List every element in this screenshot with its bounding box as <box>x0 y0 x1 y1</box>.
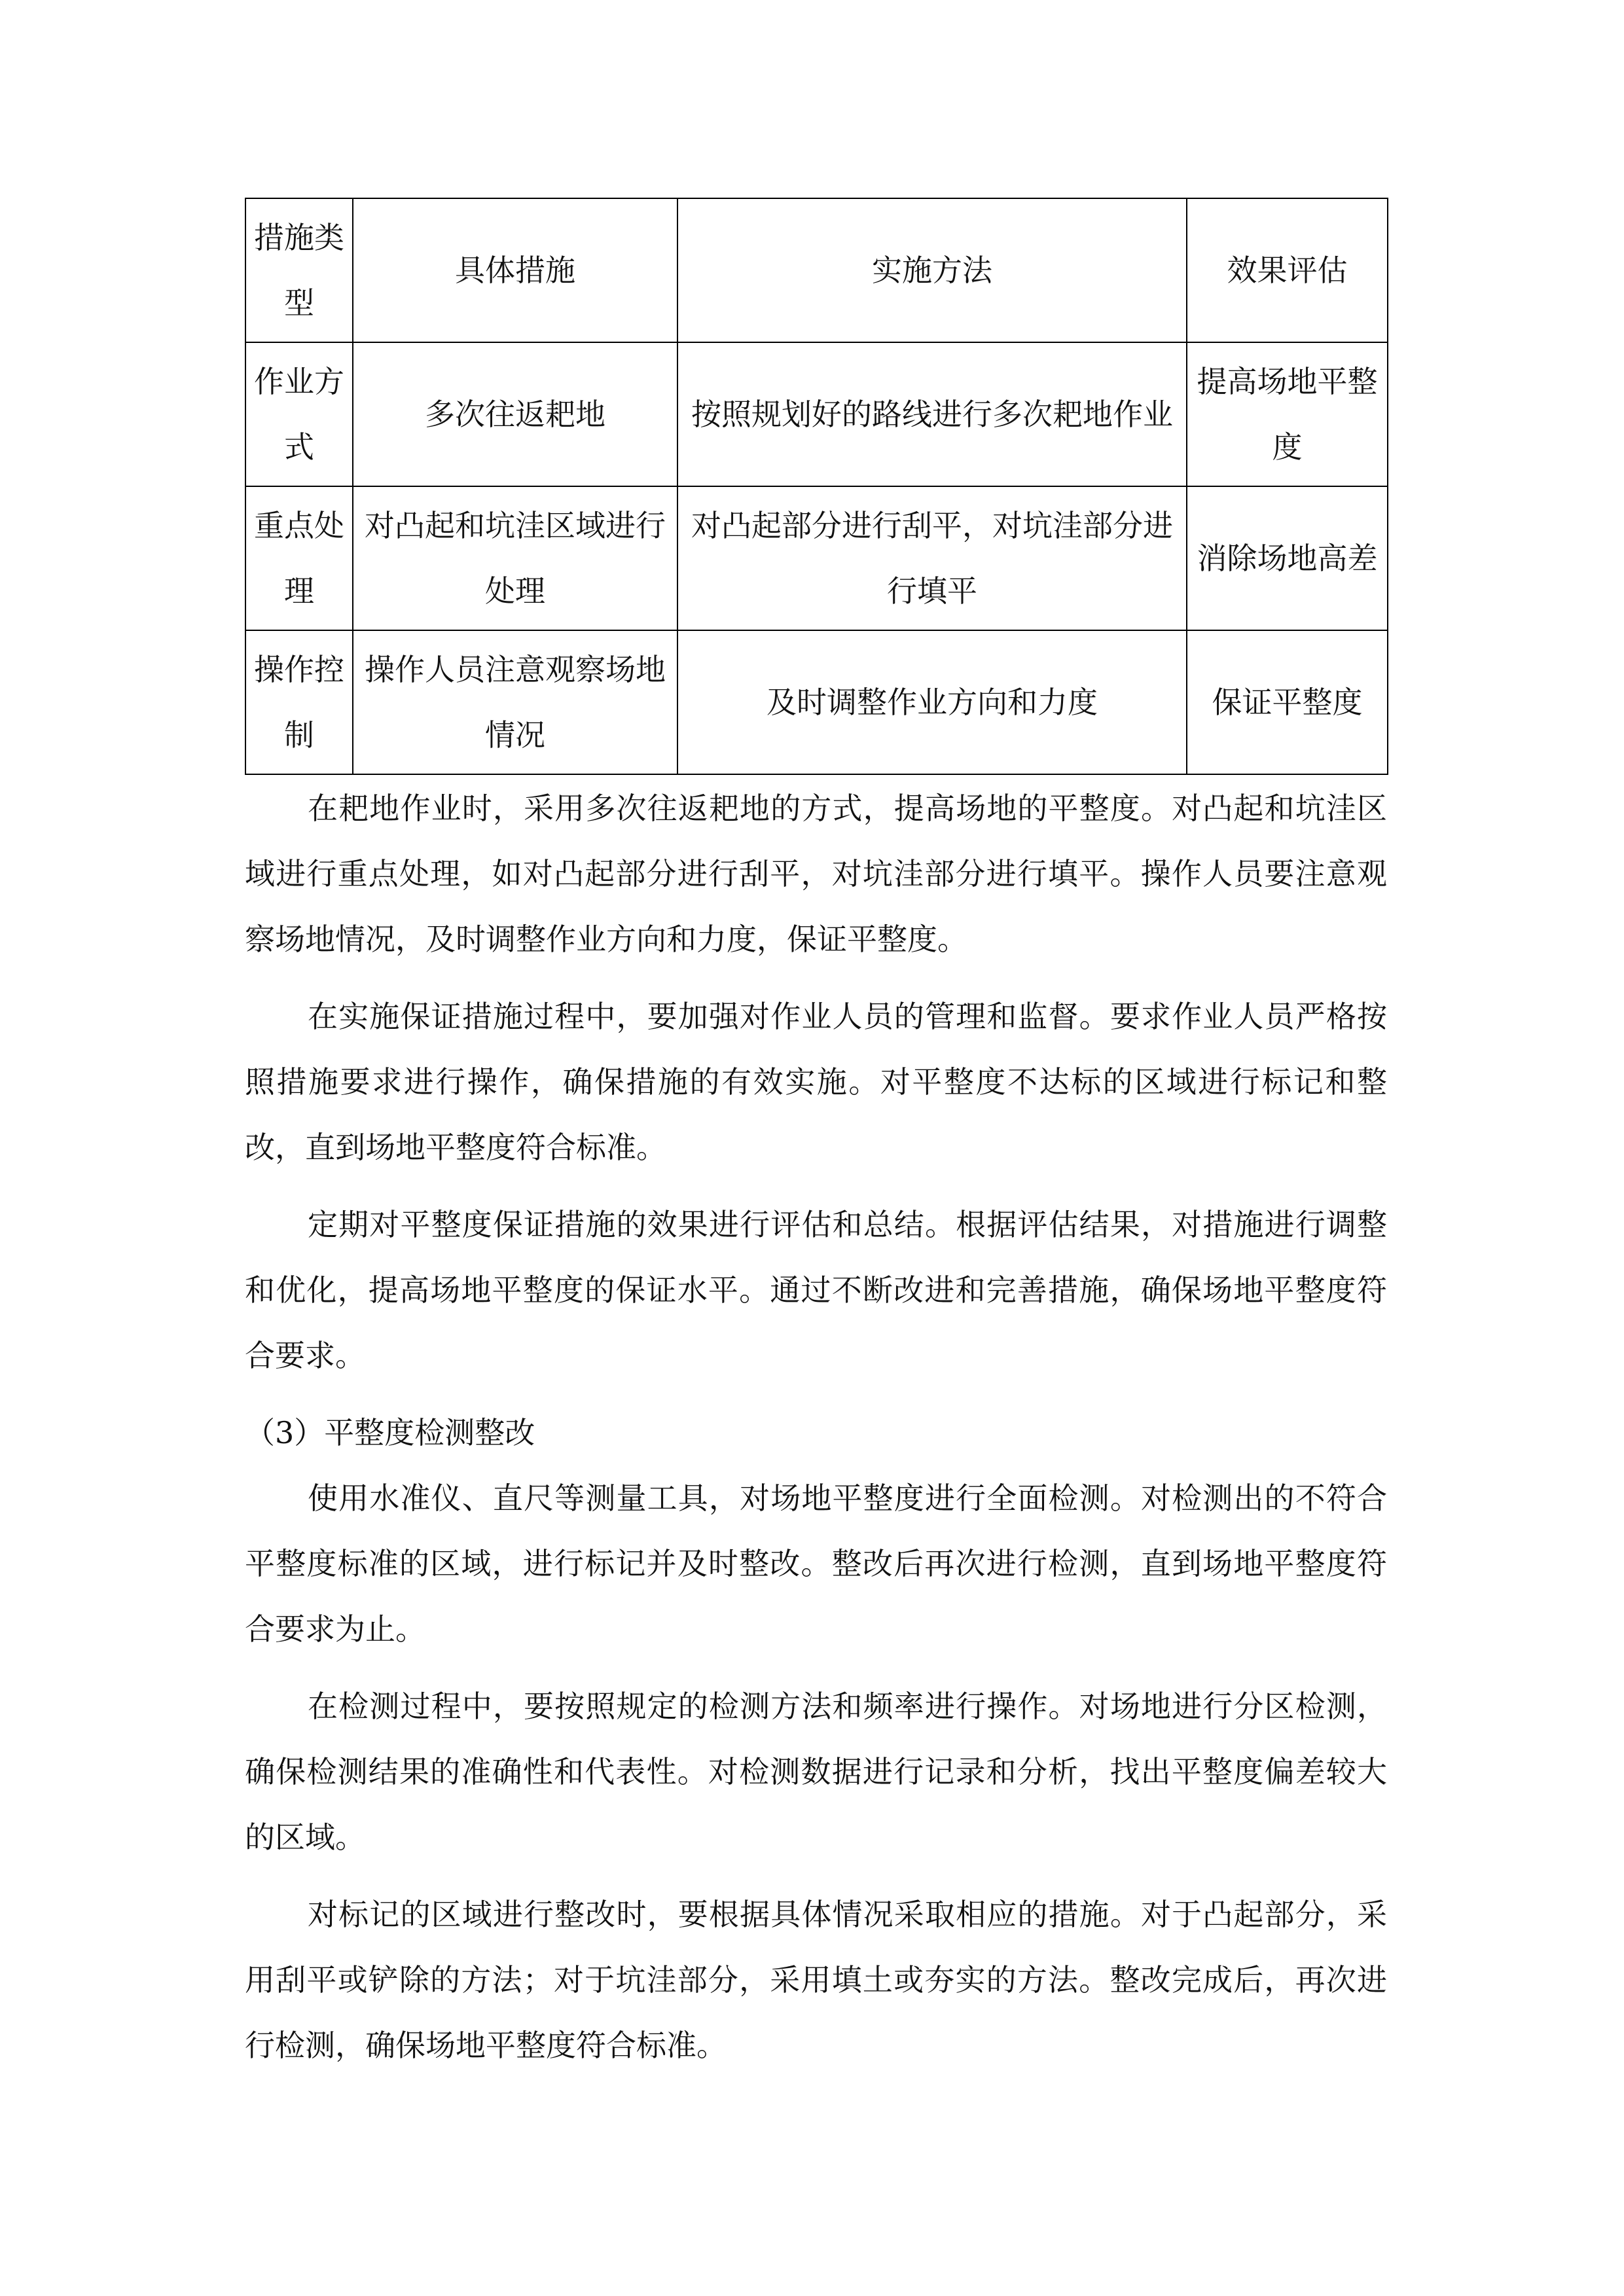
table-cell: 对凸起和坑洼区域进行处理 <box>353 486 677 630</box>
paragraph-supervision: 在实施保证措施过程中，要加强对作业人员的管理和监督。要求作业人员严格按照措施要求进行操作，确保措施的有效实施。对平整度不达标的区域进行标记和整改，直到场地平整度符合标准。 <box>245 999 1387 1165</box>
table-cell: 操作人员注意观察场地情况 <box>353 630 677 774</box>
paragraph-evaluation: 定期对平整度保证措施的效果进行评估和总结。根据评估结果，对措施进行调整和优化，提高场地平整度的保证水平。通过不断改进和完善措施，确保场地平整度符合要求。 <box>245 1207 1387 1373</box>
table-row <box>245 342 1388 486</box>
table-cell: 操作控制 <box>245 630 353 774</box>
table-cell: 重点处理 <box>245 486 353 630</box>
table-cell: 提高场地平整度 <box>1187 342 1388 486</box>
header-cell-implementation-method: 实施方法 <box>677 198 1187 342</box>
section-heading: （3）平整度检测整改 <box>245 1415 535 1450</box>
paragraph-detection: 使用水准仪、直尺等测量工具，对场地平整度进行全面检测。对检测出的不符合平整度标准的区域，进行标记并及时整改。整改后再次进行检测，直到场地平整度符合要求为止。 <box>245 1480 1387 1647</box>
header-cell-effect-evaluation: 效果评估 <box>1187 198 1388 342</box>
table-cell: 及时调整作业方向和力度 <box>677 630 1187 774</box>
table-header-row <box>245 198 1388 342</box>
paragraph-rectification: 对标记的区域进行整改时，要根据具体情况采取相应的措施。对于凸起部分，采用刮平或铲除的方法；对于坑洼部分，采用填土或夯实的方法。整改完成后，再次进行检测，确保场地平整度符合标准。 <box>245 1897 1387 2063</box>
paragraph-detection-process: 在检测过程中，要按照规定的检测方法和频率进行操作。对场地进行分区检测，确保检测结果的准确性和代表性。对检测数据进行记录和分析，找出平整度偏差较大的区域。 <box>245 1689 1387 1855</box>
header-cell-specific-measure: 具体措施 <box>353 198 677 342</box>
table-cell: 多次往返耙地 <box>353 342 677 486</box>
table-cell: 对凸起部分进行刮平，对坑洼部分进行填平 <box>677 486 1187 630</box>
table-cell: 保证平整度 <box>1187 630 1388 774</box>
paragraph-harrowing: 在耙地作业时，采用多次往返耙地的方式，提高场地的平整度。对凸起和坑洼区域进行重点处理，如对凸起部分进行刮平，对坑洼部分进行填平。操作人员要注意观察场地情况，及时调整作业方向和力度，保证平整度。 <box>245 791 1387 957</box>
table-row <box>245 486 1388 630</box>
table-cell: 消除场地高差 <box>1187 486 1388 630</box>
body-text <box>245 776 1387 2090</box>
table-cell: 按照规划好的路线进行多次耙地作业 <box>677 342 1187 486</box>
table-cell: 作业方式 <box>245 342 353 486</box>
measures-table <box>245 198 1388 775</box>
header-cell-measure-type: 措施类型 <box>245 198 353 342</box>
table-row <box>245 630 1388 774</box>
